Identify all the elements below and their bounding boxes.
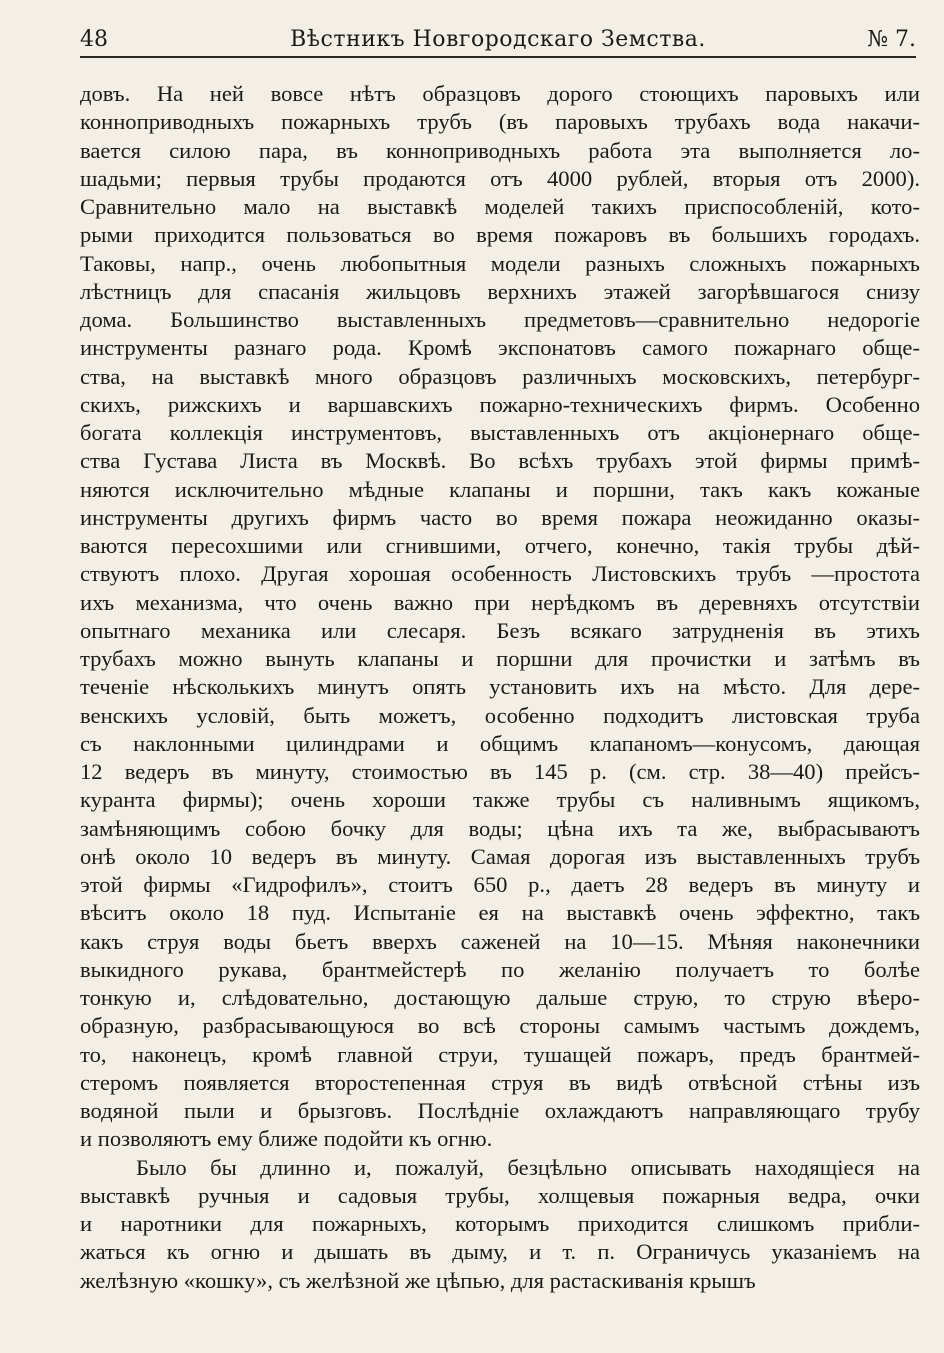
text-line: водяной пыли и брызговъ. Послѣдніе охлаждаютъ направляющаго трубу: [80, 1098, 920, 1123]
running-header: [80, 24, 916, 58]
text-line: теченіе нѣсколькихъ минутъ опять установить ихъ на мѣсто. Для дере-: [80, 674, 920, 700]
text-line: венскихъ условій, быть можетъ, особенно подходитъ листовская труба: [80, 702, 920, 728]
text-line: скихъ, рижскихъ и варшавскихъ пожарно-техническихъ фирмъ. Особенно: [80, 391, 920, 417]
text-line: Сравнительно мало на выставкѣ моделей такихъ приспособленій, кото-: [80, 194, 920, 219]
text-line: опытнаго механика или слесаря. Безъ всякаго затрудненія въ этихъ: [80, 617, 920, 643]
text-line: дома. Большинство выставленныхъ предметовъ—сравнительно недорогіе: [80, 307, 920, 332]
text-line: инструменты разнаго рода. Кромѣ экспонатовъ самого пожарнаго обще-: [80, 335, 920, 361]
text-line: жаться къ огню и дышать въ дыму, и т. п. Ограничусь указаніемъ на: [80, 1239, 920, 1265]
text-line: ства Густава Листа въ Москвѣ. Во всѣхъ трубахъ этой фирмы примѣ-: [80, 448, 920, 474]
text-line: выкидного рукава, брантмейстерѣ по желанію получаетъ то болѣе: [80, 956, 920, 982]
text-line: образную, разбрасывающуюся во всѣ стороны самымъ частымъ дождемъ,: [80, 1013, 920, 1039]
text-line: ваются пересохшими или сгнившими, отчего, конечно, такія трубы дѣй-: [80, 533, 920, 558]
text-line: желѣзную «кошку», съ желѣзной же цѣпью, для растаскиванія крышъ: [80, 1267, 756, 1293]
text-line: шадьми; первыя трубы продаются отъ 4000 рублей, вторыя отъ 2000).: [80, 165, 920, 191]
text-line: Таковы, напр., очень любопытныя модели разныхъ сложныхъ пожарныхъ: [80, 250, 920, 276]
text-line: то, наконецъ, кромѣ главной струи, тушащей пожаръ, предъ брантмей-: [80, 1041, 920, 1067]
text-line: лѣстницъ для спасанія жильцовъ верхнихъ этажей загорѣвшагося снизу: [80, 278, 920, 304]
text-line: вается силою пара, въ конноприводныхъ работа эта выполняется ло-: [80, 137, 920, 163]
text-line: ихъ механизма, что очень важно при нерѣдкомъ въ деревняхъ отсутствіи: [80, 589, 920, 615]
text-line: Было бы длинно и, пожалуй, безцѣльно описывать находящіеся на: [136, 1154, 920, 1180]
text-line: этой фирмы «Гидрофилъ», стоитъ 650 р., даетъ 28 ведеръ въ минуту и: [80, 872, 920, 897]
text-line: трубахъ можно вынуть клапаны и поршни для прочистки и затѣмъ въ: [80, 646, 920, 671]
paragraph: [80, 1154, 920, 1295]
text-line: стеромъ появляется второстепенная струя въ видѣ отвѣсной стѣны изъ: [80, 1069, 920, 1095]
text-line: тонкую и, слѣдовательно, достающую дальше струю, то струю вѣеро-: [80, 985, 920, 1010]
text-line: вѣситъ около 18 пуд. Испытаніе ея на выставкѣ очень эффектно, такъ: [80, 900, 920, 926]
text-line: богата коллекція инструментовъ, выставленныхъ отъ акціонернаго обще-: [80, 420, 920, 445]
text-line: и позволяютъ ему ближе подойти къ огню.: [80, 1126, 493, 1152]
text-line: ства, на выставкѣ много образцовъ различныхъ московскихъ, петербург-: [80, 363, 920, 389]
text-line: ствуютъ плохо. Другая хорошая особенность Листовскихъ трубъ —простота: [80, 561, 920, 587]
text-line: конноприводныхъ пожарныхъ трубъ (въ паровыхъ трубахъ вода накачи-: [80, 109, 920, 135]
text-line: няются исключительно мѣдные клапаны и поршни, такъ какъ кожаные: [80, 476, 920, 502]
issue-number: № 7.: [867, 27, 916, 52]
text-line: инструменты другихъ фирмъ часто во время пожара неожиданно оказы-: [80, 504, 920, 530]
text-line: довъ. На ней вовсе нѣтъ образцовъ дорого стоющихъ паровыхъ или: [80, 81, 920, 106]
article-body: [80, 80, 920, 1295]
text-line: рыми приходится пользоваться во время пожаровъ въ большихъ городахъ.: [80, 222, 920, 248]
text-line: какъ струя воды бьетъ вверхъ саженей на 10—15. Мѣняя наконечники: [80, 928, 920, 954]
text-line: и наротники для пожарныхъ, которымъ приходится слишкомъ прибли-: [80, 1211, 920, 1236]
text-line: съ наклонными цилиндрами и общимъ клапаномъ—конусомъ, дающая: [80, 730, 920, 756]
page-number: 48: [80, 27, 108, 52]
text-line: 12 ведеръ въ минуту, стоимостью въ 145 р. (см. стр. 38—40) прейсъ-: [80, 759, 920, 784]
text-line: куранта фирмы); очень хороши также трубы съ наливнымъ ящикомъ,: [80, 787, 920, 813]
journal-title: Вѣстникъ Новгородскаго Земства.: [290, 27, 706, 52]
text-line: выставкѣ ручныя и садовыя трубы, холщевыя пожарныя ведра, очки: [80, 1182, 920, 1208]
text-line: замѣняющимъ собою бочку для воды; цѣна ихъ та же, выбрасываютъ: [80, 815, 920, 841]
paragraph: [80, 80, 920, 1154]
text-line: онѣ около 10 ведеръ въ минуту. Самая дорогая изъ выставленныхъ трубъ: [80, 843, 920, 869]
